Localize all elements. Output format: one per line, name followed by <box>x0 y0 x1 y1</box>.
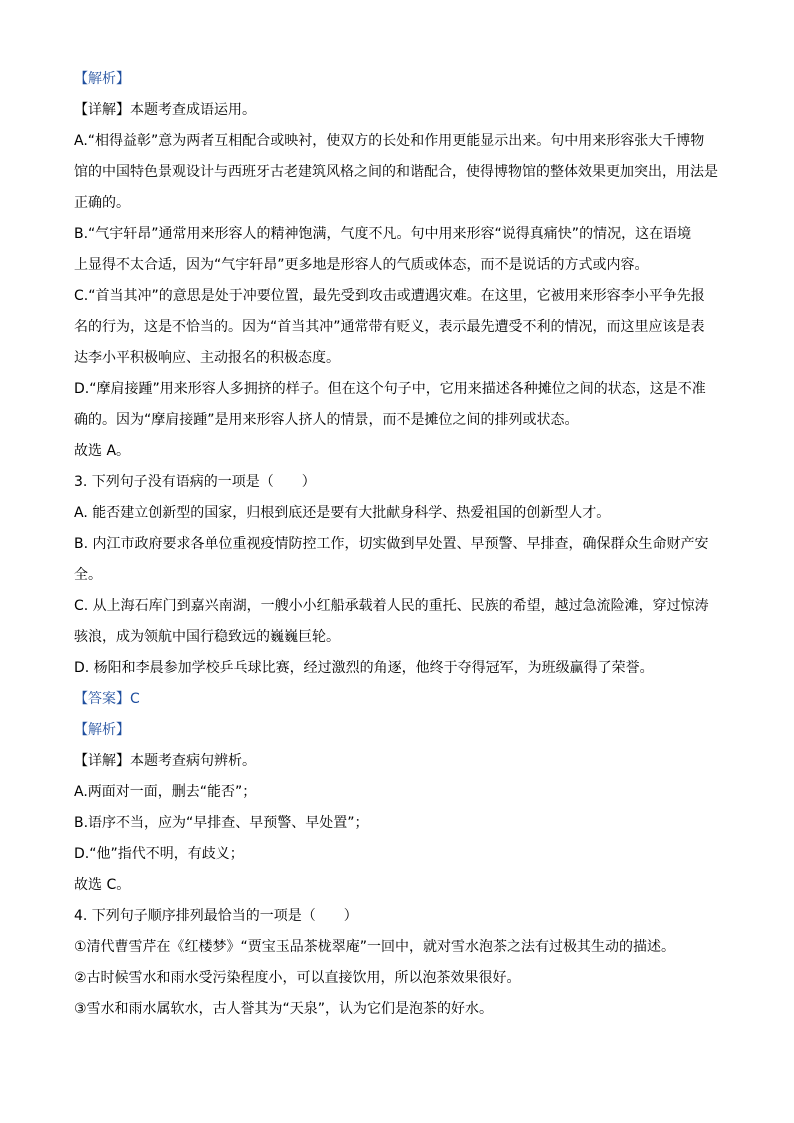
text-line: B.“气宇轩昂”通常用来形容人的精神饱满，气度不凡。句中用来形容“说得真痛快”的情况，这在语境 <box>74 226 692 242</box>
text-line: 馆的中国特色景观设计与西班牙古老建筑风格之间的和谐配合，使得博物馆的整体效果更加突出，用法是 <box>74 164 718 180</box>
text-line: D.“他”指代不明，有歧义； <box>74 846 244 862</box>
text-line: 故选 C。 <box>74 877 131 893</box>
question-3-option-a: A. 能否建立创新型的国家，归根到底还是要有大批献身科学、热爱祖国的创新型人才。 <box>74 505 611 521</box>
text-line: 全。 <box>74 567 102 583</box>
text-line: 名的行为，这是不恰当的。因为“首当其冲”通常带有贬义，表示最先遭受不利的情况，而这里应该是表 <box>74 319 705 335</box>
document-body <box>74 64 724 1025</box>
text-line: D.“摩肩接踵”用来形容人多拥挤的样子。但在这个句子中，它用来描述各种摊位之间的状态，这是不准 <box>74 381 706 397</box>
section-label-answer: 【答案】C <box>74 691 140 707</box>
text-line: 故选 A。 <box>74 443 131 459</box>
text-line: 【详解】本题考查成语运用。 <box>74 102 256 118</box>
question-3-option-c: C. 从上海石库门到嘉兴南湖，一艘小小红船承载着人民的重托、民族的希望，越过急流险滩，穿过惊涛 <box>74 598 709 614</box>
question-4-sentence-3: ③雪水和雨水属软水，古人誉其为“天泉”，认为它们是泡茶的好水。 <box>74 1001 494 1017</box>
text-line: 确的。因为“摩肩接踵”是用来形容人挤人的情景，而不是摊位之间的排列或状态。 <box>74 412 579 428</box>
text-line: 骇浪，成为领航中国行稳致远的巍巍巨轮。 <box>74 629 340 645</box>
question-3-option-d: D. 杨阳和李晨参加学校乒乓球比赛，经过激烈的角逐，他终于夺得冠军，为班级赢得了荣誉。 <box>74 660 654 676</box>
text-line: A.“相得益彰”意为两者互相配合或映衬，使双方的长处和作用更能显示出来。句中用来形容张大千博物 <box>74 133 705 149</box>
section-label-analysis: 【解析】 <box>74 71 130 87</box>
text-line: 正确的。 <box>74 195 130 211</box>
text-line: B.语序不当，应为“早排查、早预警、早处置”； <box>74 815 369 831</box>
question-3-stem: 3. 下列句子没有语病的一项是（ ） <box>74 474 316 490</box>
text-line: 上显得不太合适，因为“气宇轩昂”更多地是形容人的气质或体态，而不是说话的方式或内容。 <box>74 257 649 273</box>
text-line: A.两面对一面，删去“能否”； <box>74 784 257 800</box>
question-3-option-b: B. 内江市政府要求各单位重视疫情防控工作，切实做到早处置、早预警、早排查，确保群众生命财产安 <box>74 536 709 552</box>
section-label-analysis: 【解析】 <box>74 722 130 738</box>
question-4-sentence-1: ①清代曹雪芹在《红楼梦》“贾宝玉品茶栊翠庵”一回中，就对雪水泡茶之法有过极其生动的描述。 <box>74 939 676 955</box>
text-line: 达李小平积极响应、主动报名的积极态度。 <box>74 350 340 366</box>
question-4-sentence-2: ②古时候雪水和雨水受污染程度小，可以直接饮用，所以泡茶效果很好。 <box>74 970 521 986</box>
question-4-stem: 4. 下列句子顺序排列最恰当的一项是（ ） <box>74 908 358 924</box>
text-line: C.“首当其冲”的意思是处于冲要位置，最先受到攻击或遭遇灾难。在这里，它被用来形容李小平争先报 <box>74 288 705 304</box>
text-line: 【详解】本题考查病句辨析。 <box>74 753 256 769</box>
